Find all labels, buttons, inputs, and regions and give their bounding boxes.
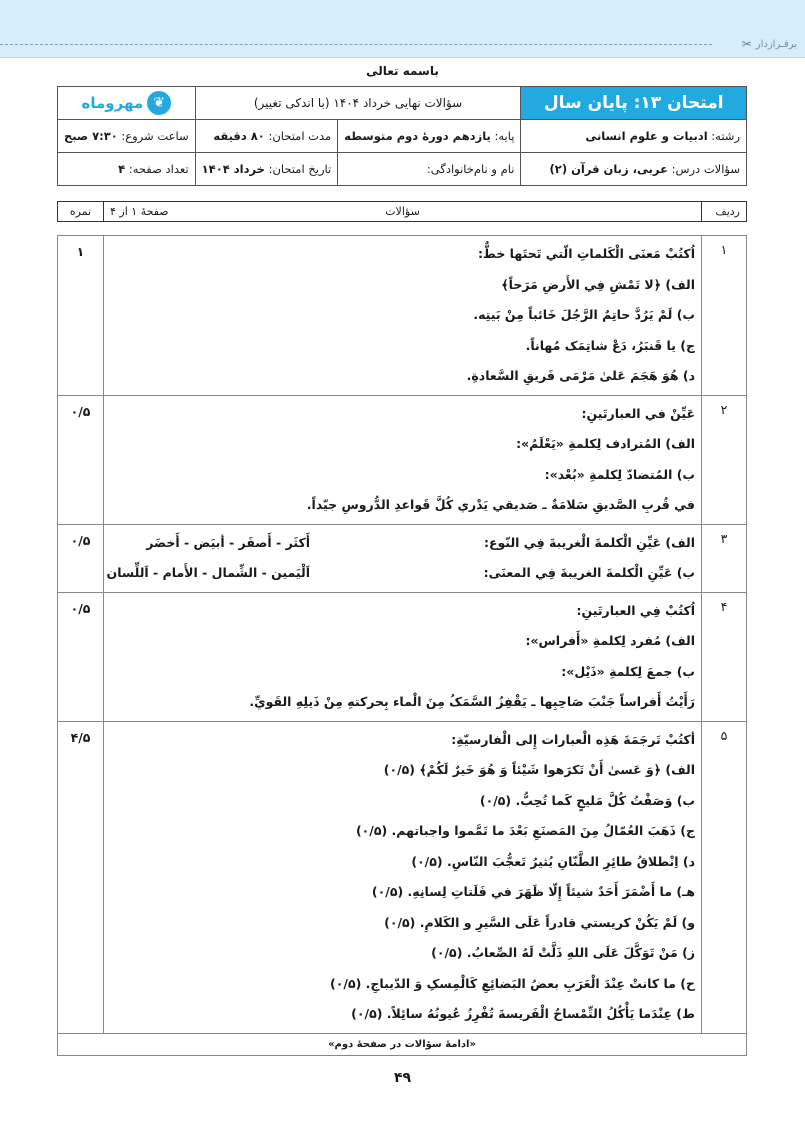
question-score: ۰/۵	[58, 592, 104, 721]
question-part: الف) عَيِّنِ الْكلمةَ الْغريبةَ فِي النّوع:	[483, 534, 695, 550]
question-line: في قُربِ الصَّديقِ سَلامَةٌ ـ صَديقي يَدْري كُلَّ قَواعدِ الدُّروسِ جيّداً.	[306, 497, 695, 512]
question-body	[104, 524, 702, 592]
cut-line	[0, 44, 712, 45]
questions-table	[57, 235, 747, 1056]
pages-label: تعداد صفحه:	[128, 162, 189, 176]
question-body	[104, 236, 702, 396]
brand-name: مهروماه	[81, 94, 144, 112]
question-line: هـ) ما أَضْمَرَ أَحَدٌ شيئاً إِلّا ظَهَرَ في فَلَتاتِ لِسانِهِ. (۰/۵)	[371, 884, 695, 899]
question-row	[58, 592, 747, 721]
duration-label: مدت امتحان:	[268, 129, 332, 143]
grade-cell	[338, 120, 521, 153]
continuation-row	[58, 1033, 747, 1055]
pages-cell	[58, 153, 196, 186]
question-line: رَأَيْتُ أَفراساً جَنْبَ صَاحِبِها ـ يَقْفِزُ السَّمَکُ مِنَ الْماء بِحركتهِ مِنْ ذَيلِهِ القَويِّ.	[249, 694, 695, 709]
question-line: الف) مُفرد لِكلمةِ «أَفراس»:	[525, 633, 695, 648]
question-body	[104, 395, 702, 524]
question-line: ب) لَمْ يَرُدَّ حاتِمٌ الرَّجُلَ خَائباً مِنْ بَيتِه.	[473, 307, 695, 322]
question-options: اَلْيَمين - الشِّمال - الأَمام - اَللِّسان	[106, 565, 310, 580]
name-cell[interactable]	[338, 153, 521, 186]
course-cell	[521, 153, 747, 186]
question-number: ۵	[702, 721, 747, 1033]
question-line: ب) وَصَفْتُ كُلَّ مَليحٍ كَما تُحِبُّ. (۰/۵)	[479, 792, 695, 808]
start-time-cell	[58, 120, 196, 153]
exam-subtitle: سؤالات نهایی خرداد ۱۴۰۴ (با اندکی تغییر)	[195, 87, 521, 120]
duration-cell	[195, 120, 338, 153]
grade-value: یازدهم دورهٔ دوم متوسطه	[344, 129, 491, 143]
question-line: اُكتُبْ مَعنَى الْكَلماتِ الّتي تَحتَها خطٌّ:	[477, 246, 695, 261]
column-header	[57, 201, 747, 222]
page-info: صفحهٔ ۱ از ۴	[110, 205, 169, 218]
question-line: اُكتُبْ فِي العبارتَينِ:	[576, 602, 695, 618]
continuation-note: «ادامهٔ سؤالات در صفحهٔ دوم»	[58, 1033, 747, 1055]
field-cell	[521, 120, 747, 153]
question-score: ۴/۵	[58, 721, 104, 1033]
date-label: تاریخ امتحان:	[268, 162, 332, 176]
pages-value: ۴	[118, 162, 126, 176]
question-line: ح) ما كانتْ عِنْدَ الْعَرَبِ بعضُ البَضائِعِ كَالْمِسکِ وَ الدّيباجِ. (۰/۵)	[330, 975, 695, 991]
question-line: ز) مَنْ تَوَكَّلَ عَلَى اللهِ ذَلَّتْ لَهُ الصِّعابُ. (۰/۵)	[431, 945, 695, 960]
question-row	[58, 721, 747, 1033]
field-value: ادبیات و علوم انسانی	[585, 129, 708, 143]
course-value: عربی، زبان قرآن (۲)	[549, 162, 668, 176]
name-label: نام و نام‌خانوادگی:	[426, 162, 515, 176]
question-row	[58, 236, 747, 396]
question-body	[104, 721, 702, 1033]
question-line: د) اِنْطلاقُ طائِرِ الطَّنّانِ يُثيرُ تَعجُّبَ النّاسِ. (۰/۵)	[411, 853, 695, 869]
question-line: ط) عِنْدَما يَأْكُلُ التِّمْساحُ الْفَريسةَ تُفْرِزُ عُيونُهُ سائِلاً. (۰/۵)	[351, 1006, 695, 1021]
question-line: الف) المُترادف لِكلمةِ «يَعْلَمُ»:	[516, 436, 695, 451]
bismillah-heading: باسمه تعالی	[366, 64, 439, 78]
butterfly-icon: ❦	[147, 91, 171, 115]
scissors-icon: ✂	[741, 37, 752, 51]
cut-label-text: برفـرازدار	[755, 38, 797, 50]
question-row	[58, 524, 747, 592]
question-line: عَيِّنْ في العبارتَينِ:	[581, 405, 695, 421]
field-label: رشته:	[711, 129, 740, 143]
question-part: ب) عَيِّنِ الْكلمةَ الغريبةَ فِي المعنَى:	[483, 565, 695, 580]
grade-label: پایه:	[494, 129, 515, 143]
question-line	[106, 559, 695, 590]
cut-label	[742, 37, 797, 51]
question-line: الف) ﴿لا تَمْشِ فِي الأَرضِ مَرَحاً﴾	[501, 276, 695, 292]
question-score: ۱	[58, 236, 104, 396]
question-score: ۰/۵	[58, 524, 104, 592]
course-label: سؤالات درس:	[671, 162, 740, 176]
column-questions-label: سؤالات	[385, 205, 420, 218]
start-time-value: ۷:۳۰ صبح	[64, 129, 118, 143]
question-line: د) هُوَ هَجَمَ عَلىٰ مَرْمَى فَريقِ السَّعادةِ.	[466, 368, 695, 383]
question-line: ب) جمعَ لِكلمةِ «ذَيْل»:	[561, 663, 695, 679]
top-band	[0, 0, 805, 58]
question-line: الف) ﴿وَ عَسىٰ أَنْ تَكرَهوا شَيْئاً وَ هُوَ خَيرٌ لَكُمْ﴾ (۰/۵)	[383, 762, 695, 777]
column-score: نمره	[58, 202, 104, 222]
page-number: ۴۹	[393, 1070, 412, 1086]
question-line: و) لَمْ يَكُنْ كريستي قادراً عَلَى السَّيرِ و الكَلامِ. (۰/۵)	[384, 914, 695, 930]
question-line: ج) يا قَنبَرُ، دَعْ شاتِمَک مُهاناً.	[525, 337, 695, 353]
column-row: ردیف	[702, 202, 747, 222]
date-value: خرداد ۱۴۰۴	[201, 162, 265, 176]
question-line: ب) المُتضادّ لِكلمةِ «بُعْد»:	[544, 466, 695, 482]
date-cell	[195, 153, 338, 186]
question-line: أكتُبْ تَرجَمَةَ هَذِه الْعبارات إِلى الْفارسيّةِ:	[451, 731, 695, 747]
question-number: ۲	[702, 395, 747, 524]
question-score: ۰/۵	[58, 395, 104, 524]
column-questions	[104, 202, 702, 222]
brand-logo	[58, 87, 196, 120]
start-time-label: ساعت شروع:	[121, 129, 189, 143]
question-line: ج) ذَهَبَ العُمّالُ مِنَ المَصنَعِ بَعْدَ ما تَمَّموا واجباتهم. (۰/۵)	[355, 823, 695, 838]
exam-header-table	[57, 86, 747, 186]
question-number: ۴	[702, 592, 747, 721]
question-line	[110, 529, 695, 560]
question-body	[104, 592, 702, 721]
duration-value: ۸۰ دقیقه	[213, 129, 265, 143]
question-number: ۳	[702, 524, 747, 592]
question-number: ۱	[702, 236, 747, 396]
question-row	[58, 395, 747, 524]
question-options: أَكثَر - أَصفَر - أبيَض - أَخضَر	[146, 534, 310, 550]
exam-title: امتحان ۱۳: پایان سال	[521, 87, 747, 120]
